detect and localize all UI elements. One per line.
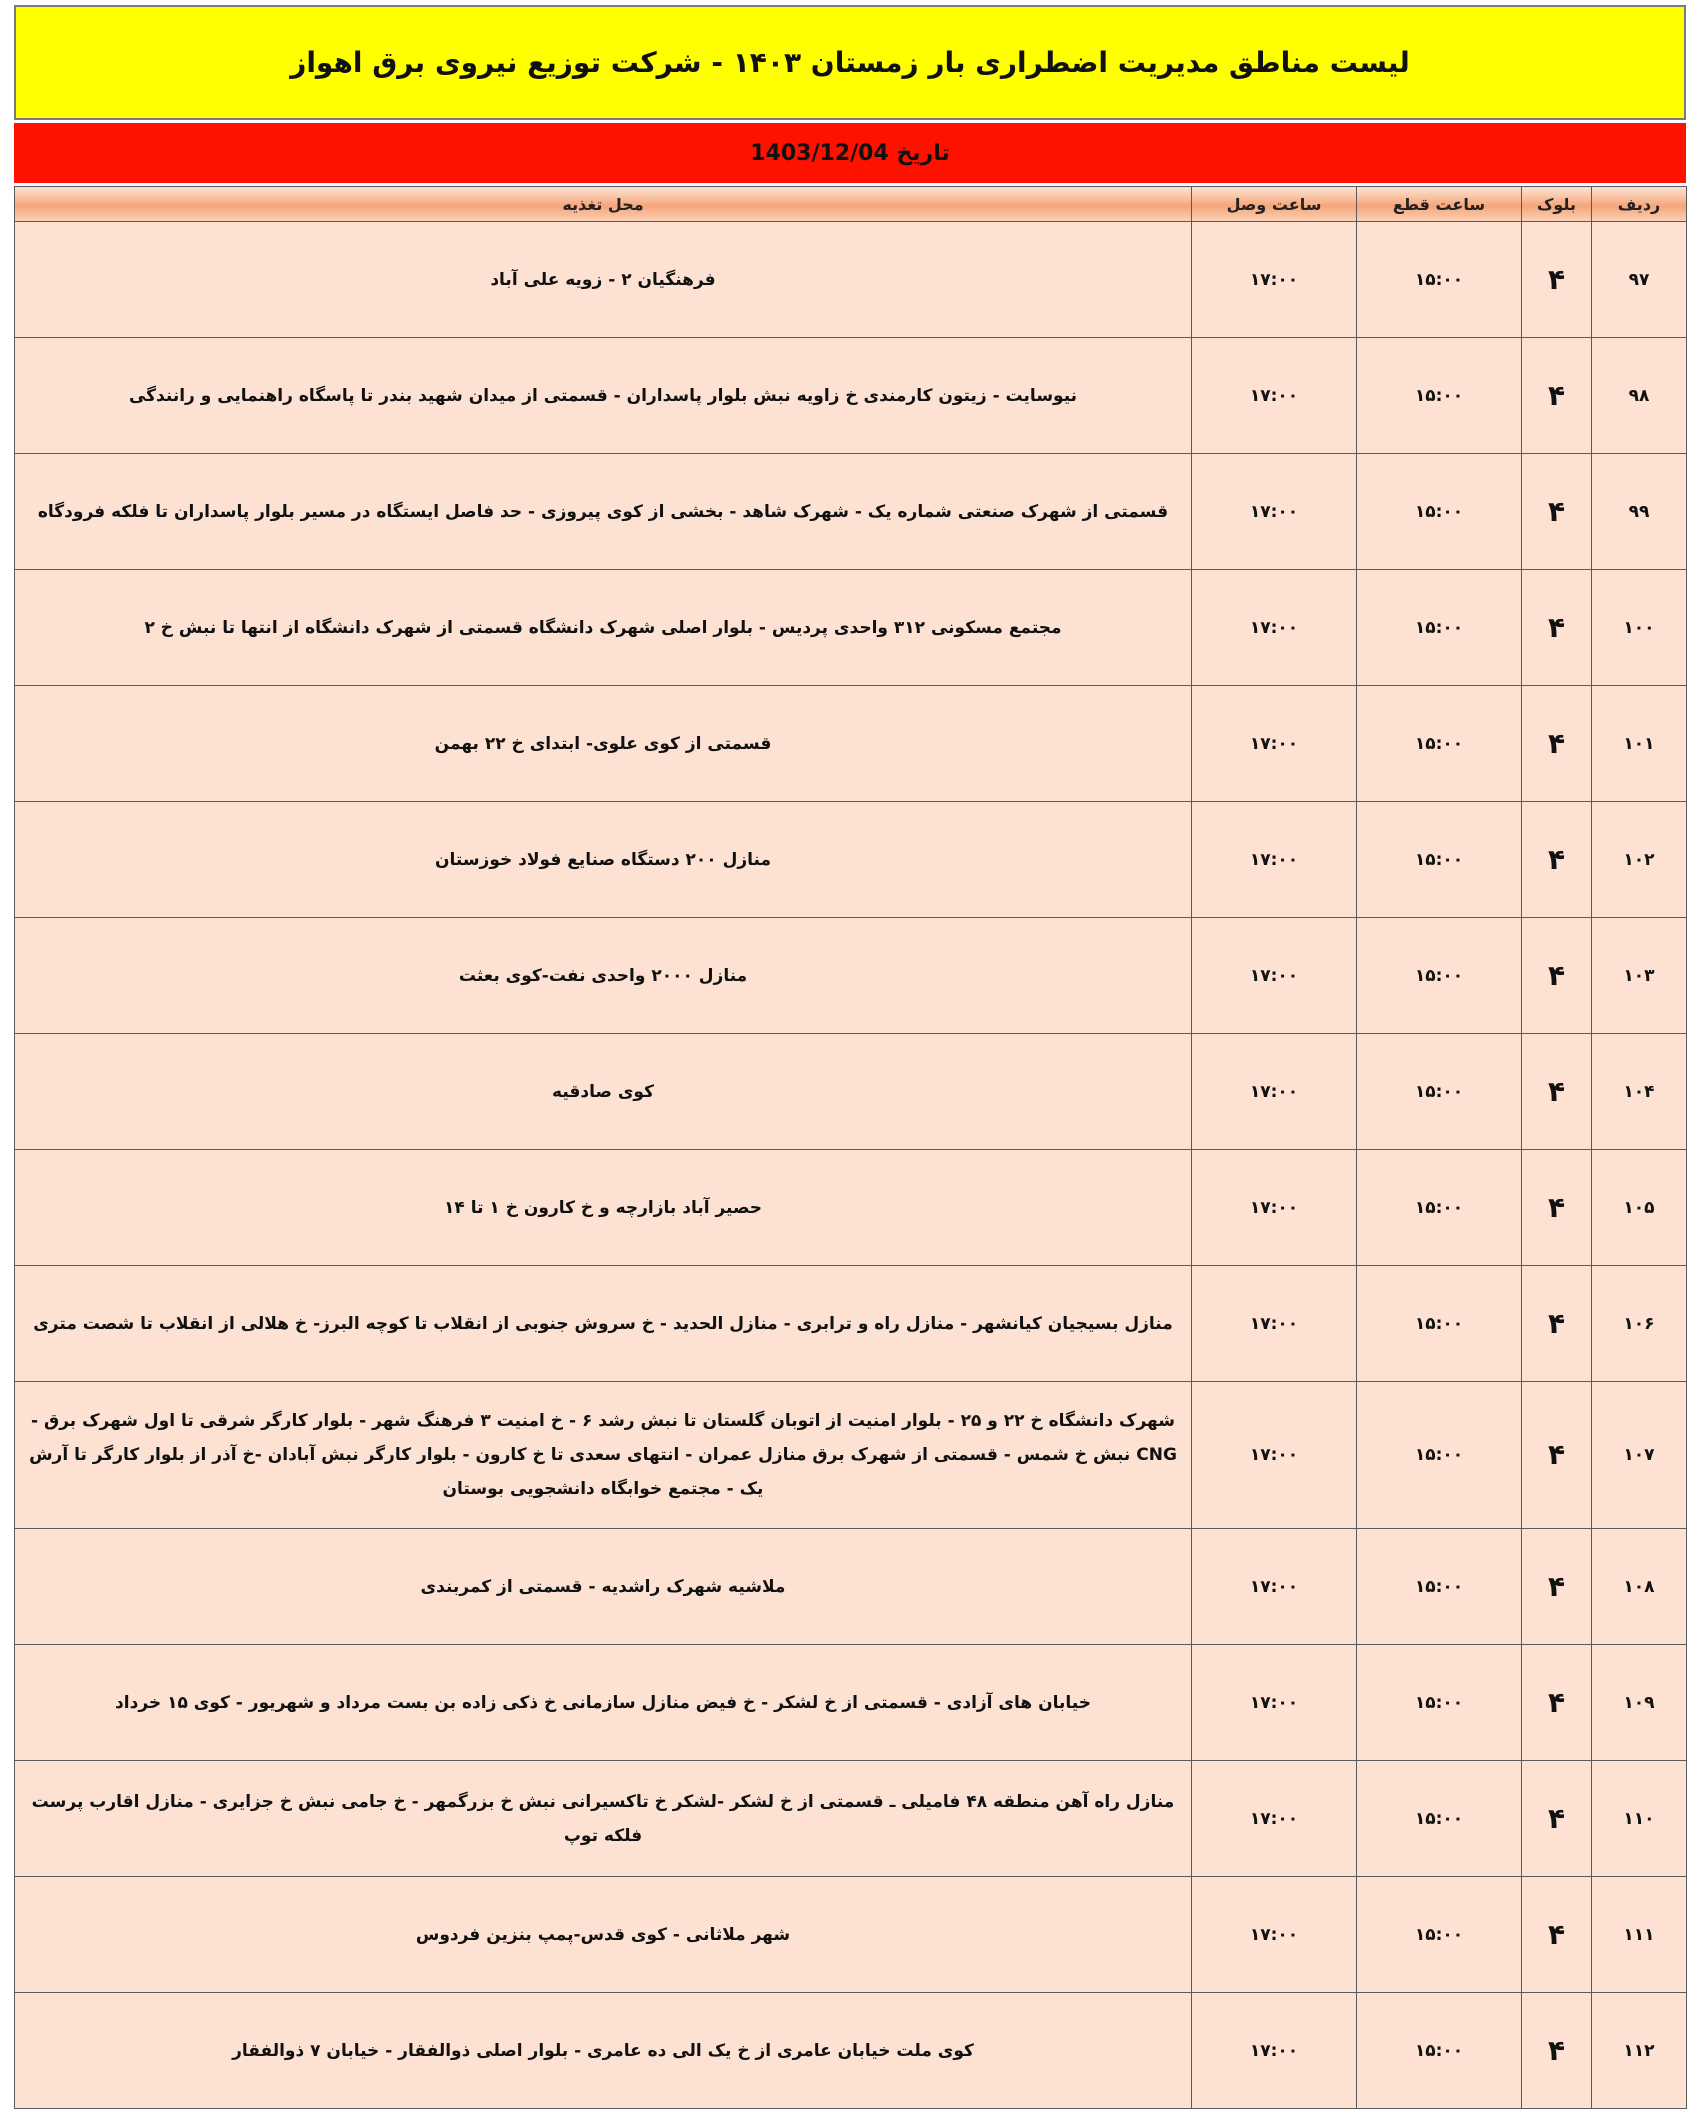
- row-number-cell: ۱۰۳: [1592, 918, 1687, 1034]
- location-cell: فرهنگیان ۲ - زویه علی آباد: [15, 222, 1192, 338]
- cut-time-cell: ۱۵:۰۰: [1357, 1034, 1522, 1150]
- restore-time-cell: ۱۷:۰۰: [1192, 222, 1357, 338]
- restore-time-cell: ۱۷:۰۰: [1192, 1645, 1357, 1761]
- restore-time-cell: ۱۷:۰۰: [1192, 570, 1357, 686]
- cut-time-cell: ۱۵:۰۰: [1357, 1645, 1522, 1761]
- header-row-number: ردیف: [1592, 187, 1687, 222]
- restore-time-cell: ۱۷:۰۰: [1192, 338, 1357, 454]
- row-number-cell: ۱۰۵: [1592, 1150, 1687, 1266]
- block-cell: ۴: [1522, 1266, 1592, 1382]
- table-row: [15, 570, 1687, 686]
- row-number-cell: ۱۰۰: [1592, 570, 1687, 686]
- cut-time-cell: ۱۵:۰۰: [1357, 918, 1522, 1034]
- restore-time-cell: ۱۷:۰۰: [1192, 1877, 1357, 1993]
- page-title: لیست مناطق مدیریت اضطراری بار زمستان ۱۴۰۳ - شرکت توزیع نیروی برق اهواز: [290, 46, 1410, 79]
- row-number-cell: ۱۰۶: [1592, 1266, 1687, 1382]
- location-cell: کوی ملت خیابان عامری از خ یک الی ده عامری - بلوار اصلی ذوالفقار - خیابان ۷ ذوالفقار: [15, 1993, 1192, 2109]
- cut-time-cell: ۱۵:۰۰: [1357, 1529, 1522, 1645]
- location-cell: شهر ملاثانی - کوی قدس-پمپ بنزین فردوس: [15, 1877, 1192, 1993]
- restore-time-cell: ۱۷:۰۰: [1192, 1034, 1357, 1150]
- restore-time-cell: ۱۷:۰۰: [1192, 1382, 1357, 1529]
- restore-time-cell: ۱۷:۰۰: [1192, 1993, 1357, 2109]
- table-row: [15, 1150, 1687, 1266]
- block-cell: ۴: [1522, 1993, 1592, 2109]
- table-row: [15, 1266, 1687, 1382]
- block-cell: ۴: [1522, 918, 1592, 1034]
- row-number-cell: ۱۱۲: [1592, 1993, 1687, 2109]
- block-cell: ۴: [1522, 338, 1592, 454]
- location-cell: مجتمع مسکونی ۳۱۲ واحدی پردیس - بلوار اصلی شهرک دانشگاه قسمتی از شهرک دانشگاه از انتها تا نبش خ ۲: [15, 570, 1192, 686]
- block-cell: ۴: [1522, 802, 1592, 918]
- block-cell: ۴: [1522, 1877, 1592, 1993]
- date-label: تاریخ 1403/12/04: [750, 140, 950, 166]
- row-number-cell: ۱۰۱: [1592, 686, 1687, 802]
- row-number-cell: ۱۰۴: [1592, 1034, 1687, 1150]
- cut-time-cell: ۱۵:۰۰: [1357, 686, 1522, 802]
- row-number-cell: ۱۱۱: [1592, 1877, 1687, 1993]
- block-cell: ۴: [1522, 1529, 1592, 1645]
- location-cell: منازل ۲۰۰ دستگاه صنایع فولاد خوزستان: [15, 802, 1192, 918]
- location-cell: منازل ۲۰۰۰ واحدی نفت-کوی بعثت: [15, 918, 1192, 1034]
- block-cell: ۴: [1522, 686, 1592, 802]
- location-cell: حصیر آباد بازارچه و خ کارون خ ۱ تا ۱۴: [15, 1150, 1192, 1266]
- header-restore-time: ساعت وصل: [1192, 187, 1357, 222]
- date-banner: [14, 123, 1686, 183]
- cut-time-cell: ۱۵:۰۰: [1357, 1877, 1522, 1993]
- row-number-cell: ۱۰۷: [1592, 1382, 1687, 1529]
- table-row: [15, 1993, 1687, 2109]
- table-row: [15, 1382, 1687, 1529]
- row-number-cell: ۱۰۹: [1592, 1645, 1687, 1761]
- cut-time-cell: ۱۵:۰۰: [1357, 338, 1522, 454]
- table-row: [15, 454, 1687, 570]
- location-cell: منازل راه آهن منطقه ۴۸ فامیلی ـ قسمتی از خ لشکر -لشکر خ تاکسیرانی نبش خ بزرگمهر - خ جامی نبش خ جزایری - منازل اقارب پرست فلکه توپ: [15, 1761, 1192, 1877]
- location-cell: شهرک دانشگاه خ ۲۲ و ۲۵ - بلوار امنیت از اتوبان گلستان تا نبش رشد ۶ - خ امنیت ۳ فرهنگ شهر - بلوار کارگر شرقی تا اول شهرک برق - CNG نبش خ شمس - قسمتی از شهرک برق منازل عمران - انتهای سعدی تا خ کارون - بلوار کارگر نبش آبادان -خ آذر از بلوار کارگر تا آرش یک - مجتمع خوابگاه دانشجویی بوستان: [15, 1382, 1192, 1529]
- restore-time-cell: ۱۷:۰۰: [1192, 1529, 1357, 1645]
- table-row: [15, 918, 1687, 1034]
- row-number-cell: ۹۸: [1592, 338, 1687, 454]
- header-block: بلوک: [1522, 187, 1592, 222]
- cut-time-cell: ۱۵:۰۰: [1357, 222, 1522, 338]
- cut-time-cell: ۱۵:۰۰: [1357, 1266, 1522, 1382]
- restore-time-cell: ۱۷:۰۰: [1192, 1266, 1357, 1382]
- location-cell: خیابان های آزادی - قسمتی از خ لشکر - خ فیض منازل سازمانی خ ذکی زاده بن بست مرداد و شهریور - کوی ۱۵ خرداد: [15, 1645, 1192, 1761]
- block-cell: ۴: [1522, 454, 1592, 570]
- table-row: [15, 1034, 1687, 1150]
- table-row: [15, 1761, 1687, 1877]
- cut-time-cell: ۱۵:۰۰: [1357, 1382, 1522, 1529]
- restore-time-cell: ۱۷:۰۰: [1192, 802, 1357, 918]
- row-number-cell: ۱۱۰: [1592, 1761, 1687, 1877]
- block-cell: ۴: [1522, 1034, 1592, 1150]
- restore-time-cell: ۱۷:۰۰: [1192, 918, 1357, 1034]
- block-cell: ۴: [1522, 1761, 1592, 1877]
- table-row: [15, 686, 1687, 802]
- block-cell: ۴: [1522, 1150, 1592, 1266]
- table-row: [15, 1529, 1687, 1645]
- block-cell: ۴: [1522, 570, 1592, 686]
- header-location: محل تغذیه: [15, 187, 1192, 222]
- table-row: [15, 802, 1687, 918]
- cut-time-cell: ۱۵:۰۰: [1357, 1761, 1522, 1877]
- table-header-row: [15, 187, 1687, 222]
- header-cut-time: ساعت قطع: [1357, 187, 1522, 222]
- cut-time-cell: ۱۵:۰۰: [1357, 802, 1522, 918]
- block-cell: ۴: [1522, 1382, 1592, 1529]
- table-row: [15, 222, 1687, 338]
- row-number-cell: ۱۰۸: [1592, 1529, 1687, 1645]
- cut-time-cell: ۱۵:۰۰: [1357, 454, 1522, 570]
- cut-time-cell: ۱۵:۰۰: [1357, 1993, 1522, 2109]
- table-row: [15, 338, 1687, 454]
- block-cell: ۴: [1522, 222, 1592, 338]
- row-number-cell: ۹۷: [1592, 222, 1687, 338]
- location-cell: منازل بسیجیان کیانشهر - منازل راه و ترابری - منازل الحدید - خ سروش جنوبی از انقلاب تا کوچه البرز- خ هلالی از انقلاب تا شصت متری: [15, 1266, 1192, 1382]
- location-cell: قسمتی از شهرک صنعتی شماره یک - شهرک شاهد - بخشی از کوی پیروزی - حد فاصل ایستگاه در مسیر بلوار پاسداران تا فلکه فرودگاه: [15, 454, 1192, 570]
- row-number-cell: ۱۰۲: [1592, 802, 1687, 918]
- outage-schedule-table: [14, 186, 1687, 2109]
- restore-time-cell: ۱۷:۰۰: [1192, 1150, 1357, 1266]
- table-row: [15, 1645, 1687, 1761]
- title-banner: [14, 5, 1686, 120]
- page-frame: [14, 5, 1686, 2122]
- location-cell: نیوسایت - زیتون کارمندی خ زاویه نبش بلوار پاسداران - قسمتی از میدان شهید بندر تا پاسگاه راهنمایی و رانندگی: [15, 338, 1192, 454]
- block-cell: ۴: [1522, 1645, 1592, 1761]
- restore-time-cell: ۱۷:۰۰: [1192, 686, 1357, 802]
- table-row: [15, 1877, 1687, 1993]
- location-cell: کوی صادقیه: [15, 1034, 1192, 1150]
- row-number-cell: ۹۹: [1592, 454, 1687, 570]
- location-cell: قسمتی از کوی علوی- ابتدای خ ۲۲ بهمن: [15, 686, 1192, 802]
- cut-time-cell: ۱۵:۰۰: [1357, 1150, 1522, 1266]
- location-cell: ملاشیه شهرک راشدیه - قسمتی از کمربندی: [15, 1529, 1192, 1645]
- cut-time-cell: ۱۵:۰۰: [1357, 570, 1522, 686]
- restore-time-cell: ۱۷:۰۰: [1192, 454, 1357, 570]
- restore-time-cell: ۱۷:۰۰: [1192, 1761, 1357, 1877]
